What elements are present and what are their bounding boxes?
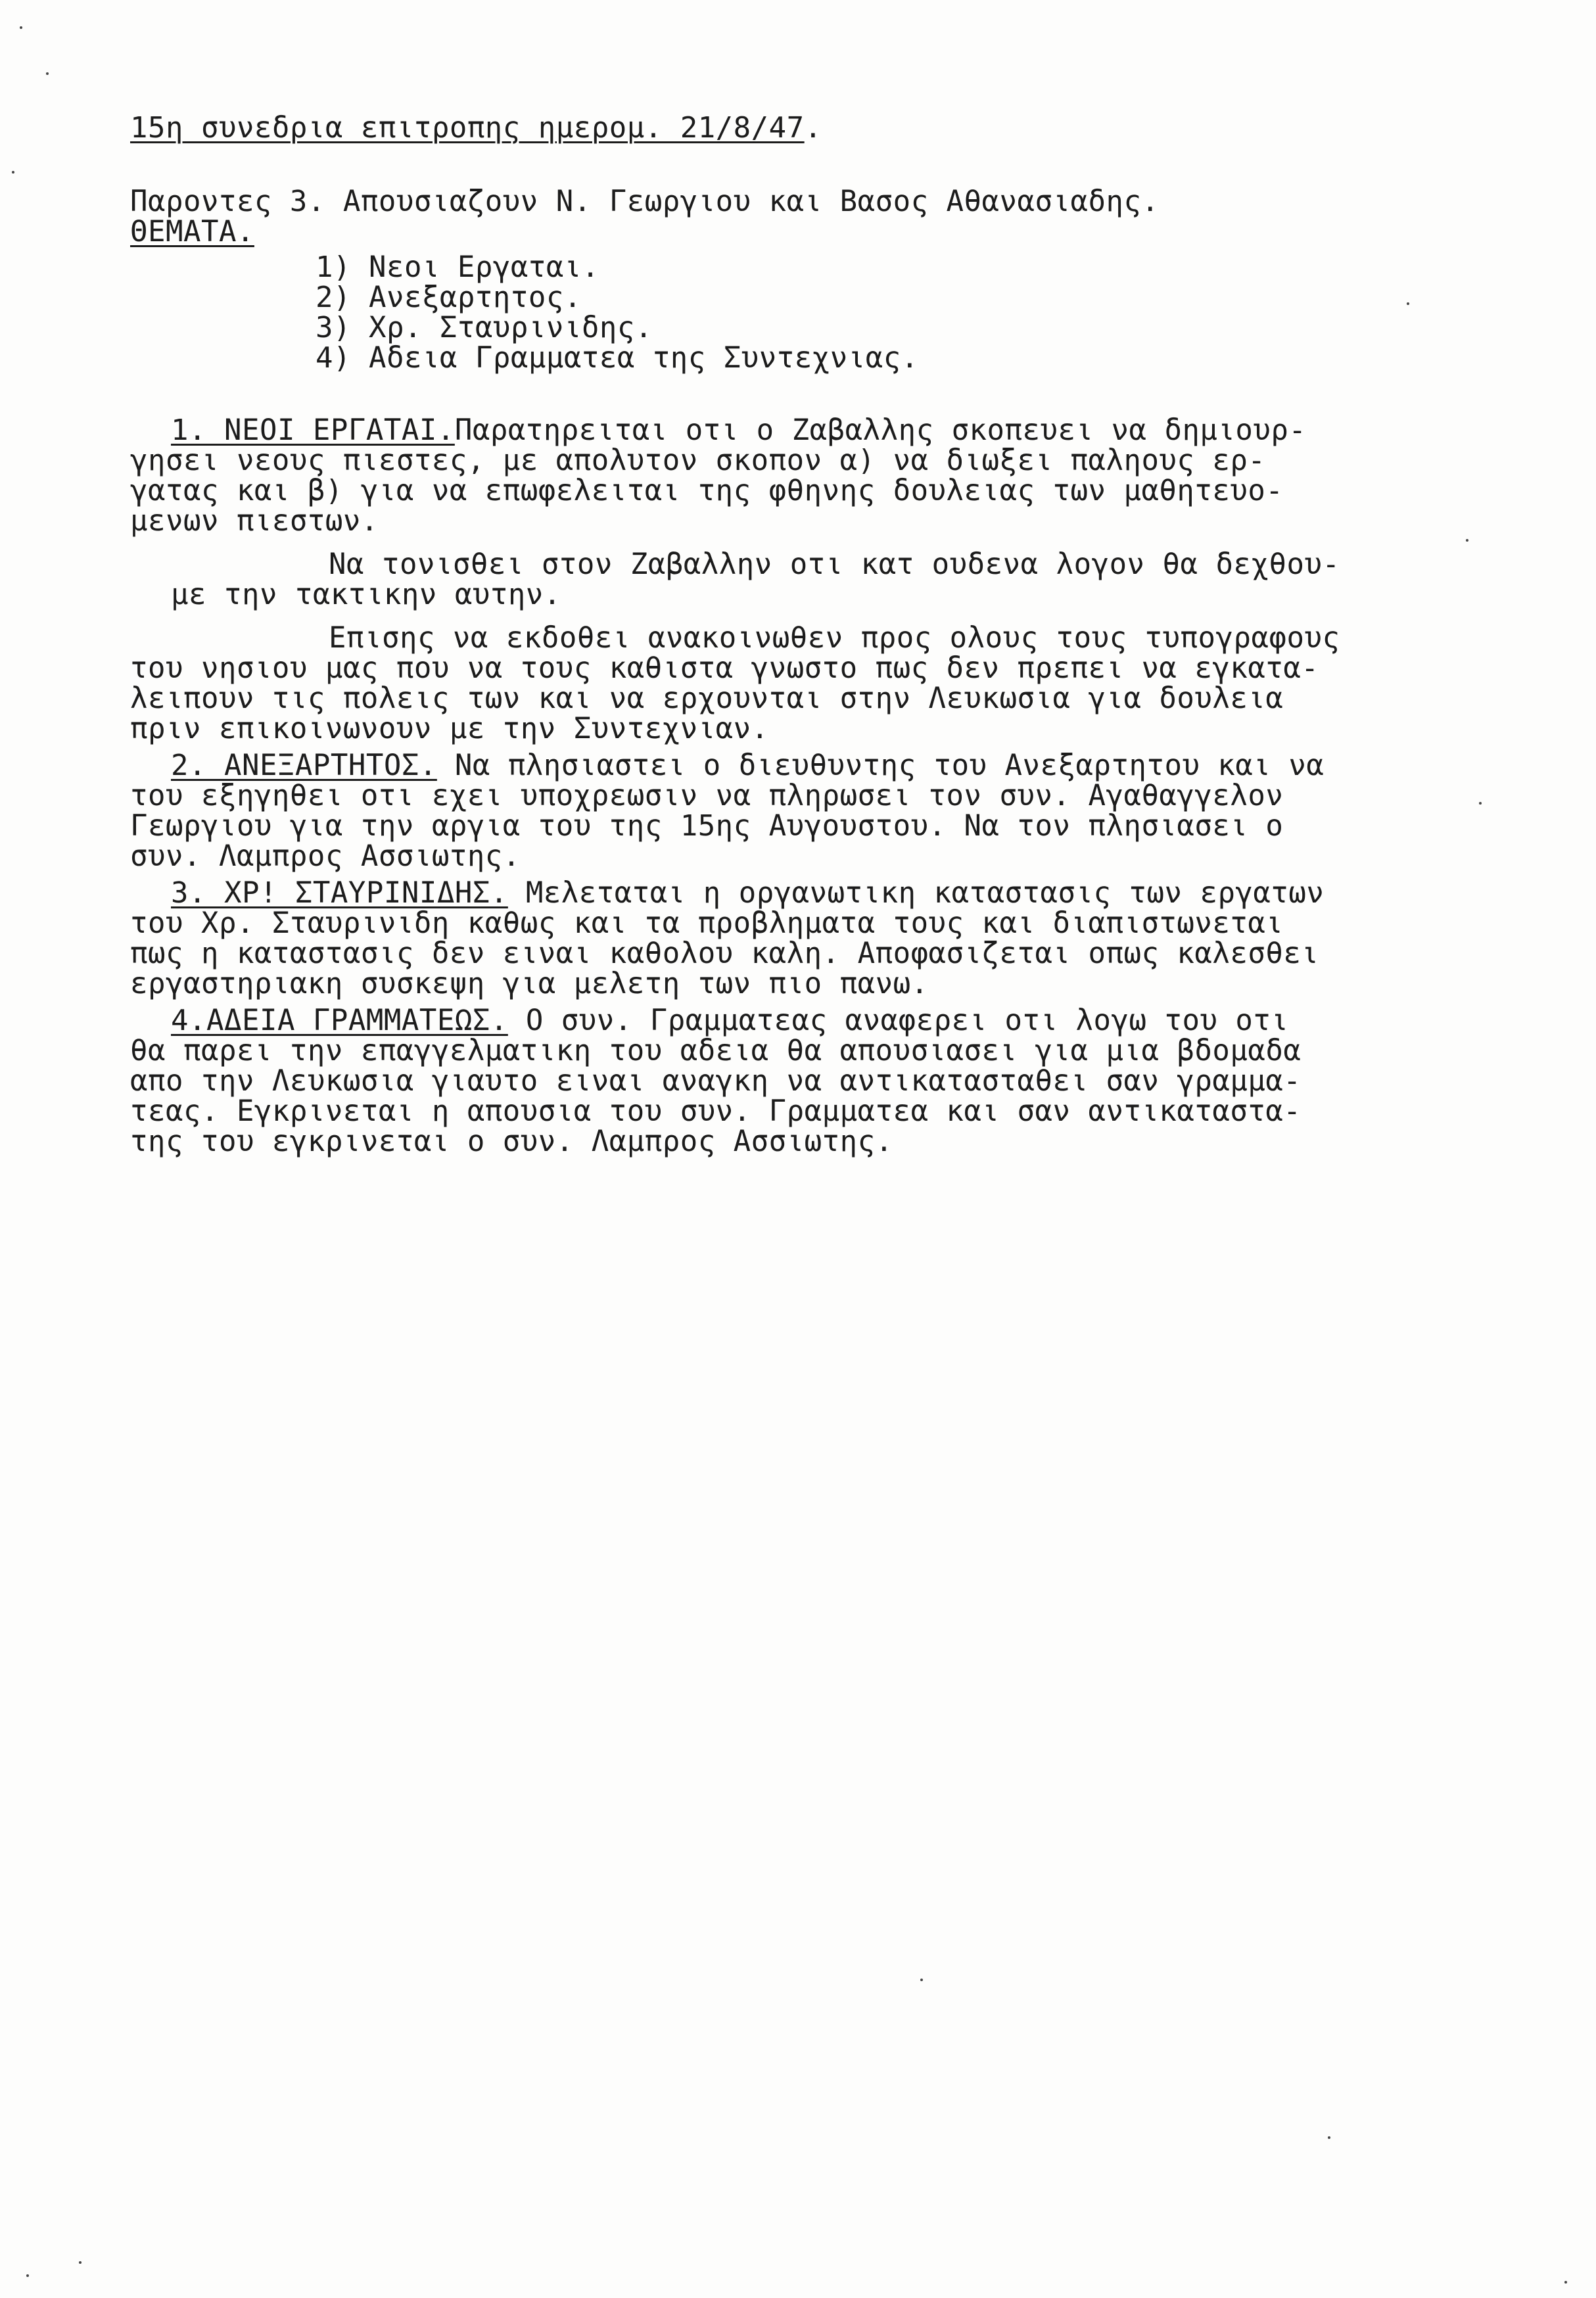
section-1-line: γησει νεους πιεστες, με απολυτον σκοπον α) να διωξει παληους ερ-: [130, 444, 1266, 477]
section-2-line: Γεωργιου για την αργια του της 15ης Αυγουστου. Να τον πλησιασει ο: [130, 809, 1284, 843]
section-4-text: Ο συν. Γραμματεας αναφερει οτι λογω του οτι: [507, 1004, 1289, 1037]
section-3-line: πως η καταστασις δεν ειναι καθολου καλη. Αποφασιζεται οπως καλεσθει: [130, 937, 1319, 970]
meeting-title-end: .: [804, 111, 822, 145]
section-3-line: εργαστηριακη συσκεψη για μελετη των πιο πανω.: [130, 967, 929, 1000]
section-3-line: του Χρ. Σταυρινιδη καθως και τα προβληματα τους και διαπιστωνεται: [130, 906, 1284, 940]
attendance-line: Παροντες 3. Απουσιαζουν Ν. Γεωργιου και Βασος Αθανασιαδης.: [130, 185, 1160, 218]
meeting-title: 15η συνεδρια επιτροπης ημερομ. 21/8/47: [130, 111, 805, 145]
section-1-line: πριν επικοινωνουν με την Συντεχνιαν.: [130, 712, 769, 745]
scan-speck: [1564, 2281, 1567, 2284]
scan-speck: [12, 171, 14, 174]
section-1-line: γατας και β) για να επωφελειται της φθηνης δουλειας των μαθητευο-: [130, 474, 1284, 507]
section-4-line: [171, 1006, 1288, 1036]
section-2-text: Να πλησιαστει ο διευθυντης του Ανεξαρτητου και να: [436, 749, 1325, 782]
section-1-text: Παρατηρειται οτι ο Ζαβαλλης σκοπευει να δημιουρ-: [454, 413, 1307, 447]
section-1-line: Επισης να εκδοθει ανακοινωθεν προς ολους τους τυπογραφους: [329, 621, 1340, 655]
section-2-line: συν. Λαμπρος Ασσιωτης.: [130, 839, 521, 873]
section-2-line: του εξηγηθει οτι εχει υποχρεωσιν να πληρωσει τον συν. Αγαθαγγελον: [130, 779, 1284, 812]
section-1-line: Να τονισθει στον Ζαβαλλην οτι κατ ουδενα λογον θα δεχθου-: [329, 548, 1340, 581]
scan-speck: [20, 26, 22, 29]
section-1-line: [171, 415, 1306, 446]
scan-speck: [920, 1979, 923, 1981]
section-1-line: με την τακτικην αυτην.: [171, 578, 561, 611]
scan-speck: [46, 72, 49, 75]
topic-item: 3) Χρ. Σταυρινιδης.: [316, 311, 653, 344]
scan-speck: [1328, 2136, 1330, 2139]
section-2-line: [171, 751, 1324, 781]
topic-item: 4) Αδεια Γραμματεα της Συντεχνιας.: [316, 341, 919, 375]
section-1-line: μενων πιεστων.: [130, 504, 379, 538]
section-2-heading: 2. ΑΝΕΞΑΡΤΗΤΟΣ.: [171, 749, 437, 782]
section-4-line: θα παρει την επαγγελματικη του αδεια θα απουσιασει για μια βδομαδα: [130, 1034, 1302, 1067]
topic-item: 1) Νεοι Εργαται.: [316, 250, 599, 284]
scan-speck: [79, 2261, 82, 2264]
topics-label: ΘΕΜΑΤΑ.: [130, 215, 254, 248]
section-3-heading: 3. ΧΡ! ΣΤΑΥΡΙΝΙΔΗΣ.: [171, 876, 508, 910]
scan-speck: [26, 2274, 29, 2277]
section-1-line: λειπουν τις πολεις των και να ερχουνται στην Λευκωσια για δουλεια: [130, 682, 1284, 715]
section-4-heading: 4.ΑΔΕΙΑ ΓΡΑΜΜΑΤΕΩΣ.: [171, 1004, 508, 1037]
meeting-title-line: [130, 113, 822, 143]
topic-item: 2) Ανεξαρτητος.: [316, 281, 582, 314]
scan-speck: [1466, 539, 1468, 542]
section-4-line: τεας. Εγκρινεται η απουσια του συν. Γραμματεα και σαν αντικαταστα-: [130, 1094, 1302, 1128]
section-4-line: της του εγκρινεται ο συν. Λαμπρος Ασσιωτης.: [130, 1125, 893, 1158]
section-1-line: του νησιου μας που να τους καθιστα γνωστο πως δεν πρεπει να εγκατα-: [130, 651, 1319, 685]
section-3-line: [171, 878, 1324, 908]
scan-speck: [1407, 302, 1409, 305]
section-3-text: Μελεταται η οργανωτικη καταστασις των εργατων: [507, 876, 1325, 910]
section-4-line: απο την Λευκωσια γιαυτο ειναι αναγκη να αντικατασταθει σαν γραμμα-: [130, 1064, 1302, 1098]
topics-label-line: [130, 217, 254, 247]
section-1-heading: 1. ΝΕΟΙ ΕΡΓΑΤΑΙ.: [171, 413, 455, 447]
scan-speck: [1479, 802, 1482, 805]
